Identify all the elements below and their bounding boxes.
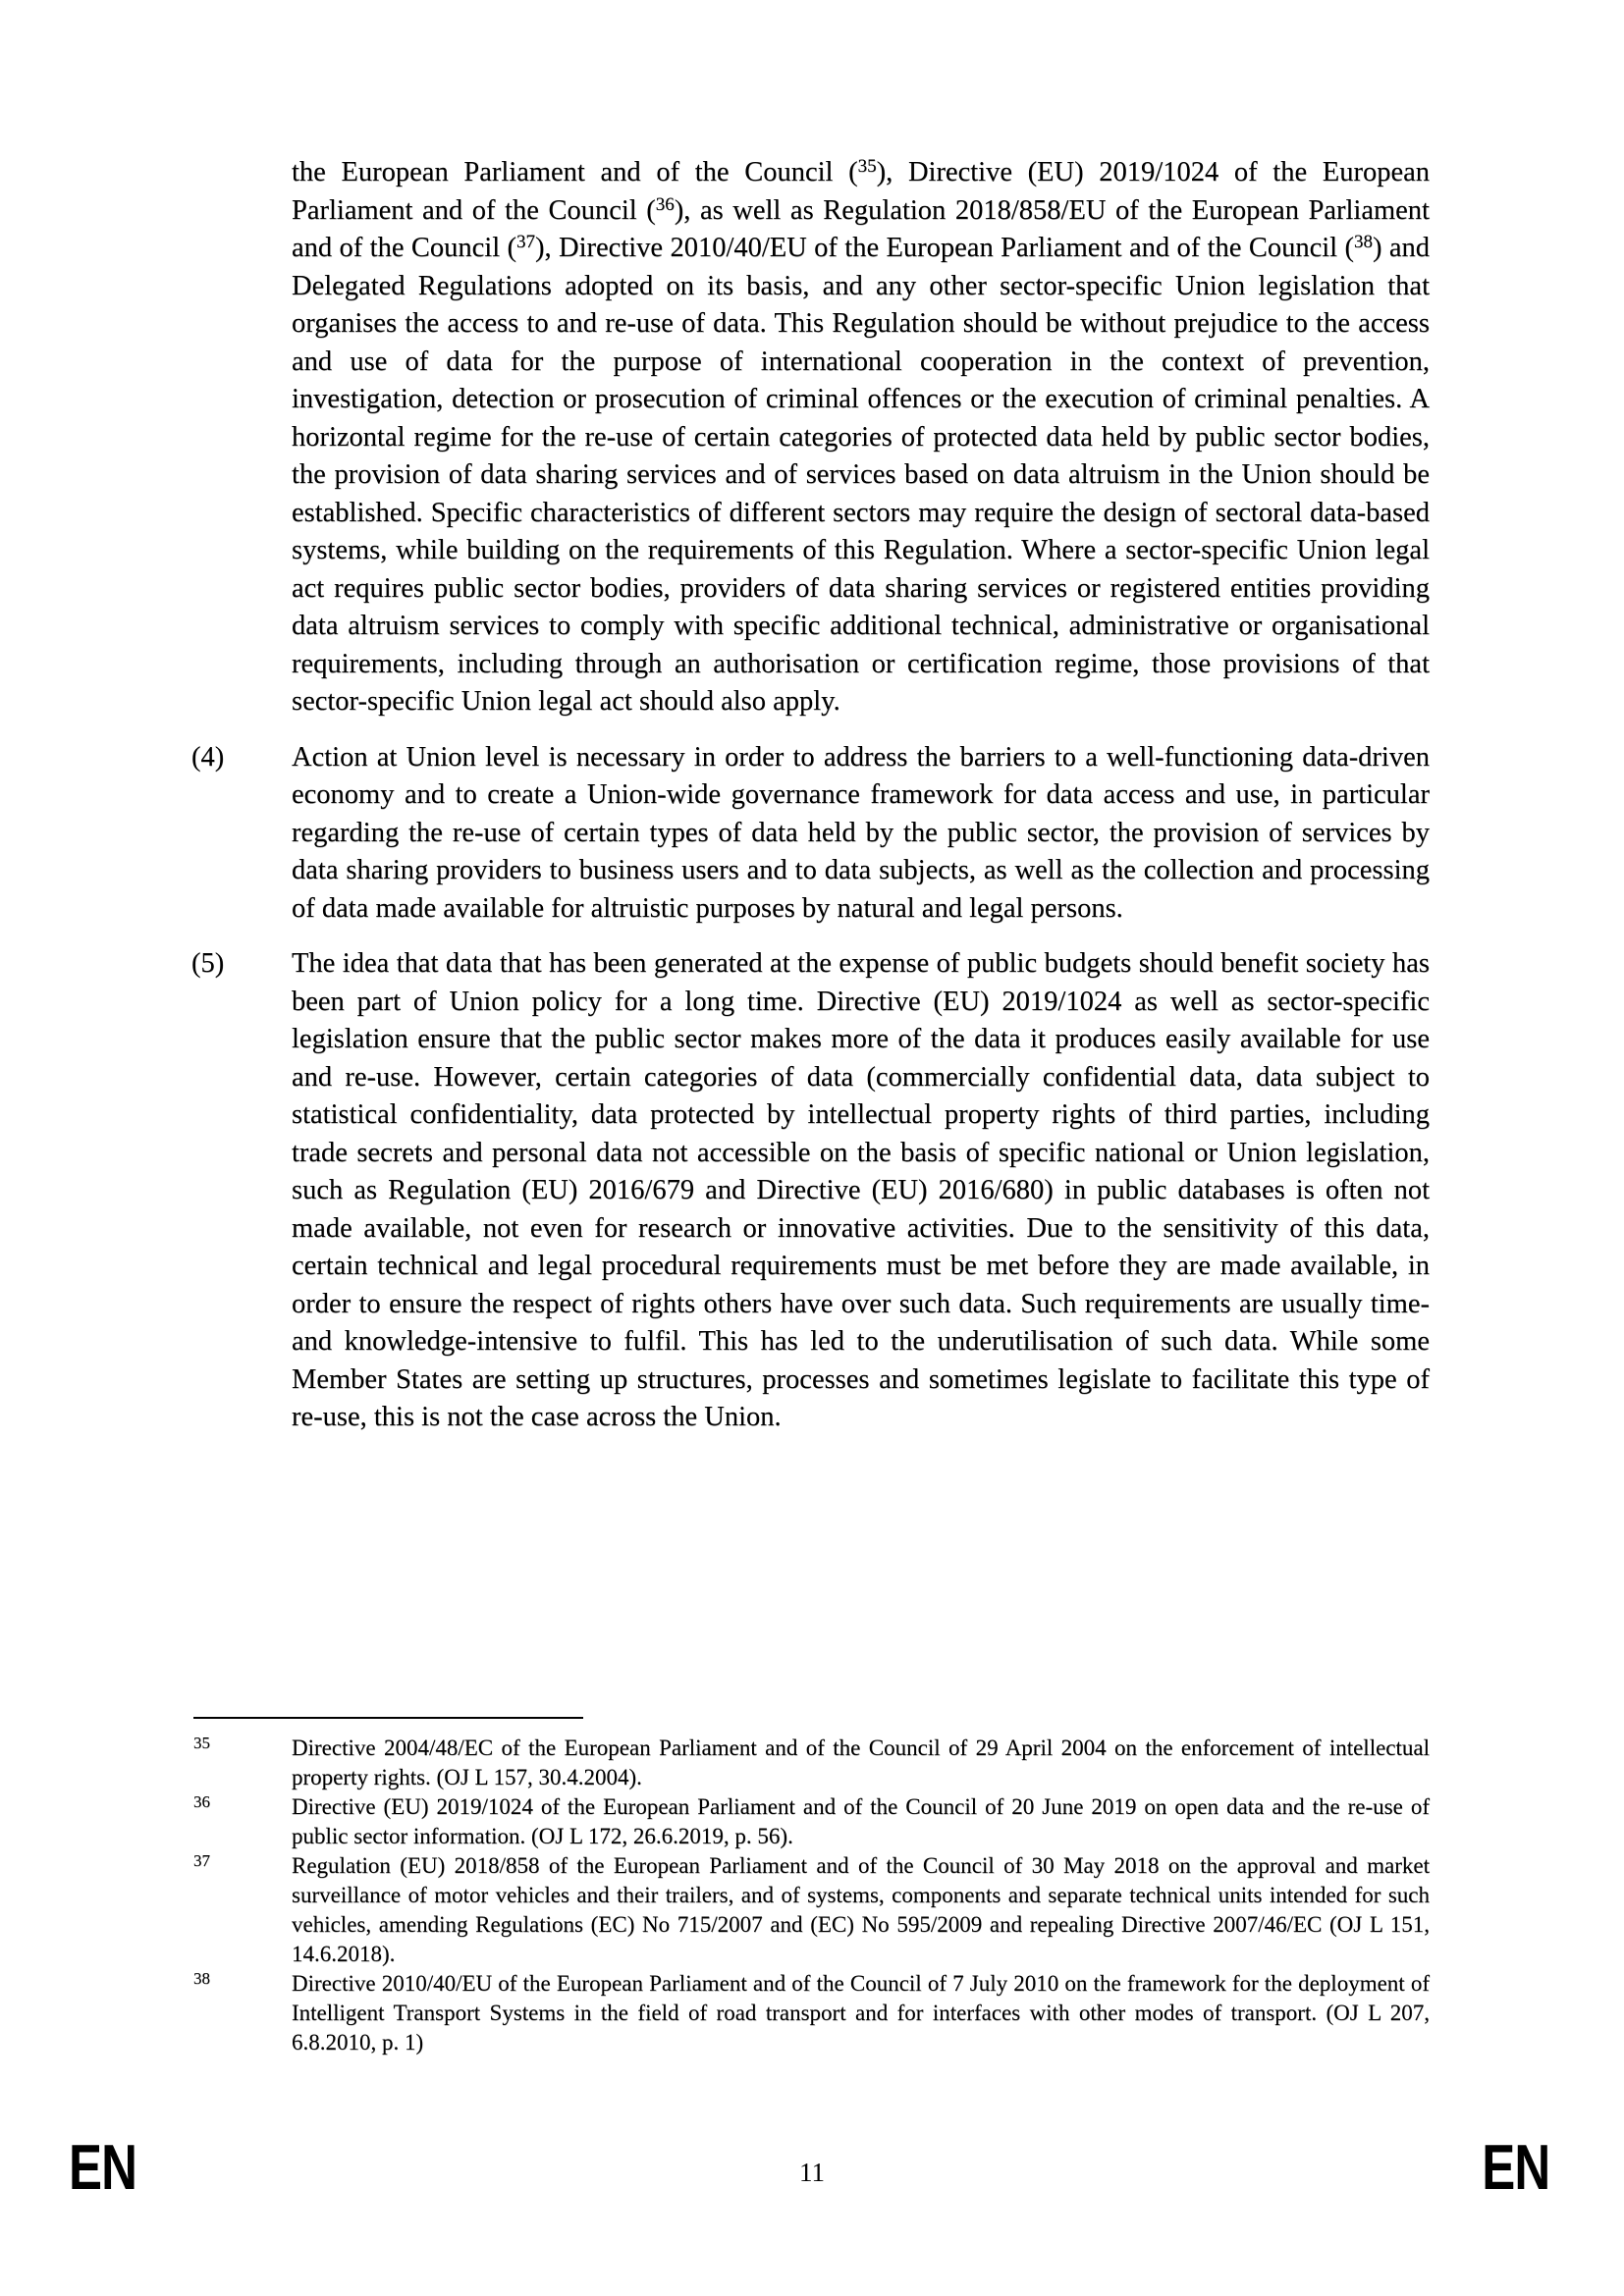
paragraph-text: Action at Union level is necessary in order to address the barriers to a well-functioning data-driven economy and to create a Union-wide governance framework for data access and use, in particular regarding the re-use of certain types of data held by the public sector, the provision of services by data sharing providers to business users and to data subjects, as well as the collection and processing of data made available for altruistic purposes by natural and legal persons. <box>292 741 1430 924</box>
footnotes-section <box>193 1734 1430 2057</box>
footnote-reference: 36 <box>655 193 675 215</box>
paragraph-text: The idea that data that has been generated at the expense of public budgets should benefit society has been part of Union policy for a long time. Directive (EU) 2019/1024 as well as sector-specific legislation ensure that the public sector makes more of the data it produces easily available for use and re-use. However, certain categories of data (commercially confidential data, data subject to statistical confidentiality, data protected by intellectual property rights of third parties, including trade secrets and personal data not accessible on the basis of specific national or Union legislation, such as Regulation (EU) 2016/679 and Directive (EU) 2016/680) in public databases is often not made available, not even for research or innovative activities. Due to the sensitivity of this data, certain technical and legal procedural requirements must be met before they are made available, in order to ensure the respect of rights others have over such data. Such requirements are usually time- and knowledge-intensive to fulfil. This has led to the underutilisation of such data. While some Member States are setting up structures, processes and sometimes legislate to facilitate this type of re-use, this is not the case across the Union. <box>292 948 1430 1432</box>
footnote <box>193 1969 1430 2057</box>
footnote-number: 38 <box>193 1969 210 1988</box>
footnote-reference: 37 <box>516 232 536 252</box>
body-text <box>191 154 1431 1437</box>
numbered-paragraphs <box>191 739 1430 1437</box>
footer-language-code-right: EN <box>1481 2131 1549 2204</box>
footnote-reference: 38 <box>1353 232 1373 252</box>
footer-language-code-left: EN <box>69 2131 137 2204</box>
footnote-text: Directive 2004/48/EC of the European Parliament and of the Council of 29 April 2004 on the enforcement of intellectual property rights. (OJ L 157, 30.4.2004). <box>292 1735 1430 1789</box>
footnote-reference: 35 <box>857 156 877 177</box>
footnote-number: 37 <box>193 1851 210 1870</box>
footnote-number: 35 <box>193 1734 210 1752</box>
footnote <box>193 1734 1430 1792</box>
footnote-text: Directive 2010/40/EU of the European Parliament and of the Council of 7 July 2010 on the framework for the deployment of Intelligent Transport Systems in the field of road transport and for interfaces with other modes of transport. (OJ L 207, 6.8.2010, p. 1) <box>292 1971 1430 2055</box>
page-number: 11 <box>799 2158 825 2187</box>
paragraph-number: (5) <box>191 948 225 979</box>
footnote <box>193 1792 1430 1851</box>
intro-paragraph-continuation: the European Parliament and of the Council ($^{35}$), Directive (EU) 2019/1024 of the European Parliament and of the Council ($^{36}$), as well as Regulation 2018/858/EU of the European Parliament and of the Council ($^{37}$), Directive 2010/40/EU of the European Parliament and of the Council ($^{38}$) and Delegated Regulations adopted on its basis, and any other sector-specific Union legislation that organises the access to and re-use of data. This Regulation should be without prejudice to the access and use of data for the purpose of international cooperation in the context of prevention, investigation, detection or prosecution of criminal offences or the execution of criminal penalties. A horizontal regime for the re-use of certain categories of protected data held by public sector bodies, the provision of data sharing services and of services based on data altruism in the Union should be established. Specific characteristics of different sectors may require the design of sectoral data-based systems, while building on the requirements of this Regulation. Where a sector-specific Union legal act requires public sector bodies, providers of data sharing services or registered entities providing data altruism services to comply with specific additional technical, administrative or organisational requirements, including through an authorisation or certification regime, those provisions of that sector-specific Union legal act should also apply. <box>292 156 1431 717</box>
footnote-separator-rule <box>193 1717 583 1719</box>
paragraph-number: (4) <box>191 741 225 773</box>
footnote-number: 36 <box>193 1792 210 1811</box>
footnote <box>193 1851 1430 1969</box>
numbered-paragraph <box>191 945 1430 1437</box>
numbered-paragraph <box>191 739 1430 929</box>
footnote-text: Regulation (EU) 2018/858 of the European Parliament and of the Council of 30 May 2018 on the approval and market surveillance of motor vehicles and their trailers, and of systems, components and separate technical units intended for such vehicles, amending Regulations (EC) No 715/2007 and (EC) No 595/2009 and repealing Directive 2007/46/EC (OJ L 151, 14.6.2018). <box>292 1853 1430 1966</box>
footnote-text: Directive (EU) 2019/1024 of the European Parliament and of the Council of 20 June 2019 on open data and the re-use of public sector information. (OJ L 172, 26.6.2019, p. 56). <box>292 1794 1430 1848</box>
